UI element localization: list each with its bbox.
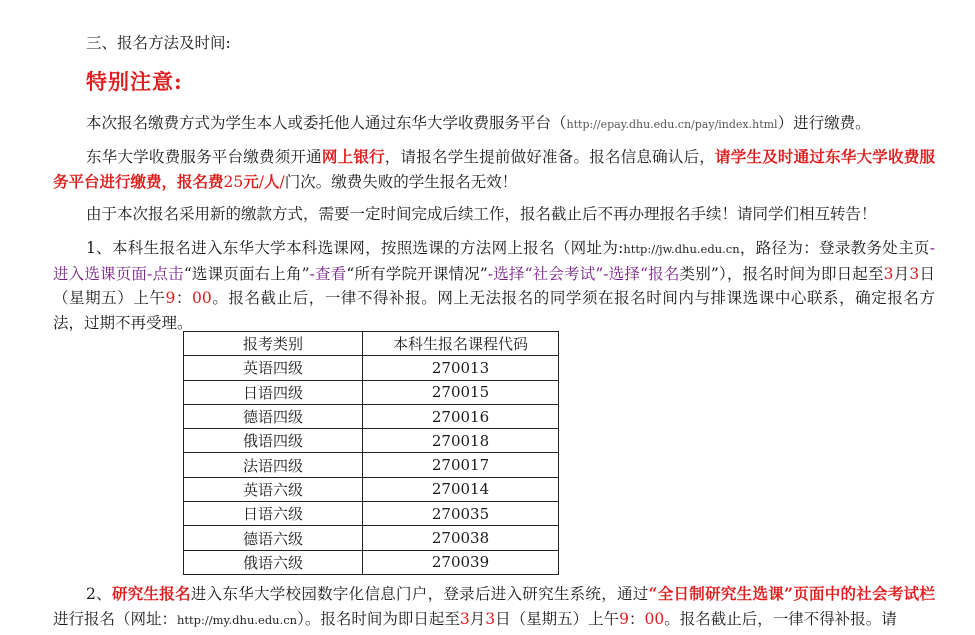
undergrad-registration-paragraph: 1、本科生报名进入东华大学本科选课网，按照选课的方法网上报名（网址为:http://jw.dhu.edu.cn，路径为：登录教务处主页-进入选课页面-点击“选课页面右上角”-查看“所有学院开课情况”-选择“社会考试”-选择“报名类别”），报名时间为即日起至3月3日（星期五）上午9：00。报名截止后，一律不得补报。网上无法报名的同学须在报名时间内与排课选课中心联系，确定报名方法，过期不再受理。 [53,239,935,332]
table-row [184,526,559,550]
payment-instruction-highlight: 请学生及时通过东华大学收费服务平台进行缴费，报名费 [53,147,935,191]
section-title: 三、报名方法及时间: [86,34,231,52]
exam-type-cell: 俄语四级 [184,429,363,453]
epay-url[interactable]: http://epay.dhu.edu.cn/pay/index.html [566,118,778,131]
exam-type-cell: 德语四级 [184,404,363,428]
table-row [184,502,559,526]
exam-type-cell: 法语四级 [184,453,363,477]
grad-registration-paragraph: 2、研究生报名进入东华大学校园数字化信息门户，登录后进入研究生系统，通过“全日制研究生选课”页面中的社会考试栏进行报名（网址：http://my.dhu.edu.cn）。报名时间为即日起至3月3日（星期五）上午9：00。报名截止后，一律不得补报。请 [53,584,935,628]
table-row [184,453,559,477]
course-code-cell: 270018 [363,429,559,453]
notice-title: 特别注意: [86,69,183,94]
table-row [184,429,559,453]
table-row [184,404,559,428]
course-code-cell: 270014 [363,477,559,501]
course-code-cell: 270035 [363,502,559,526]
course-code-cell: 270013 [363,356,559,380]
course-code-table [183,331,559,575]
table-row [184,477,559,501]
course-code-cell: 270038 [363,526,559,550]
payment-method-paragraph: 本次报名缴费方式为学生本人或委托他人通过东华大学收费服务平台（http://epay.dhu.edu.cn/pay/index.html）进行缴费。 [86,114,871,132]
exam-type-cell: 英语六级 [184,477,363,501]
course-code-cell: 270039 [363,550,559,574]
table-header-row [184,332,559,356]
deadline-notice-paragraph: 由于本次报名采用新的缴款方式，需要一定时间完成后续工作，报名截止后不再办理报名手续！请同学们相互转告！ [86,205,877,223]
exam-type-cell: 德语六级 [184,526,363,550]
table-row [184,356,559,380]
my-dhu-url[interactable]: http://my.dhu.edu.cn [177,612,298,627]
course-code-cell: 270017 [363,453,559,477]
exam-type-cell: 俄语六级 [184,550,363,574]
jw-url[interactable]: http://jw.dhu.edu.cn [623,242,740,256]
exam-type-cell: 日语四级 [184,380,363,404]
exam-type-cell: 英语四级 [184,356,363,380]
exam-type-cell: 日语六级 [184,502,363,526]
table-row [184,550,559,574]
online-banking-paragraph: 东华大学收费服务平台缴费须开通网上银行，请报名学生提前做好准备。报名信息确认后，请学生及时通过东华大学收费服务平台进行缴费，报名费25元/人/门次。缴费失败的学生报名无效！ [53,147,935,191]
header-exam-type: 报考类别 [184,332,363,356]
course-code-cell: 270016 [363,404,559,428]
table-row [184,380,559,404]
course-code-cell: 270015 [363,380,559,404]
header-course-code: 本科生报名课程代码 [363,332,559,356]
online-banking-highlight: 网上银行 [321,147,385,166]
grad-registration-highlight: 研究生报名 [111,584,191,603]
